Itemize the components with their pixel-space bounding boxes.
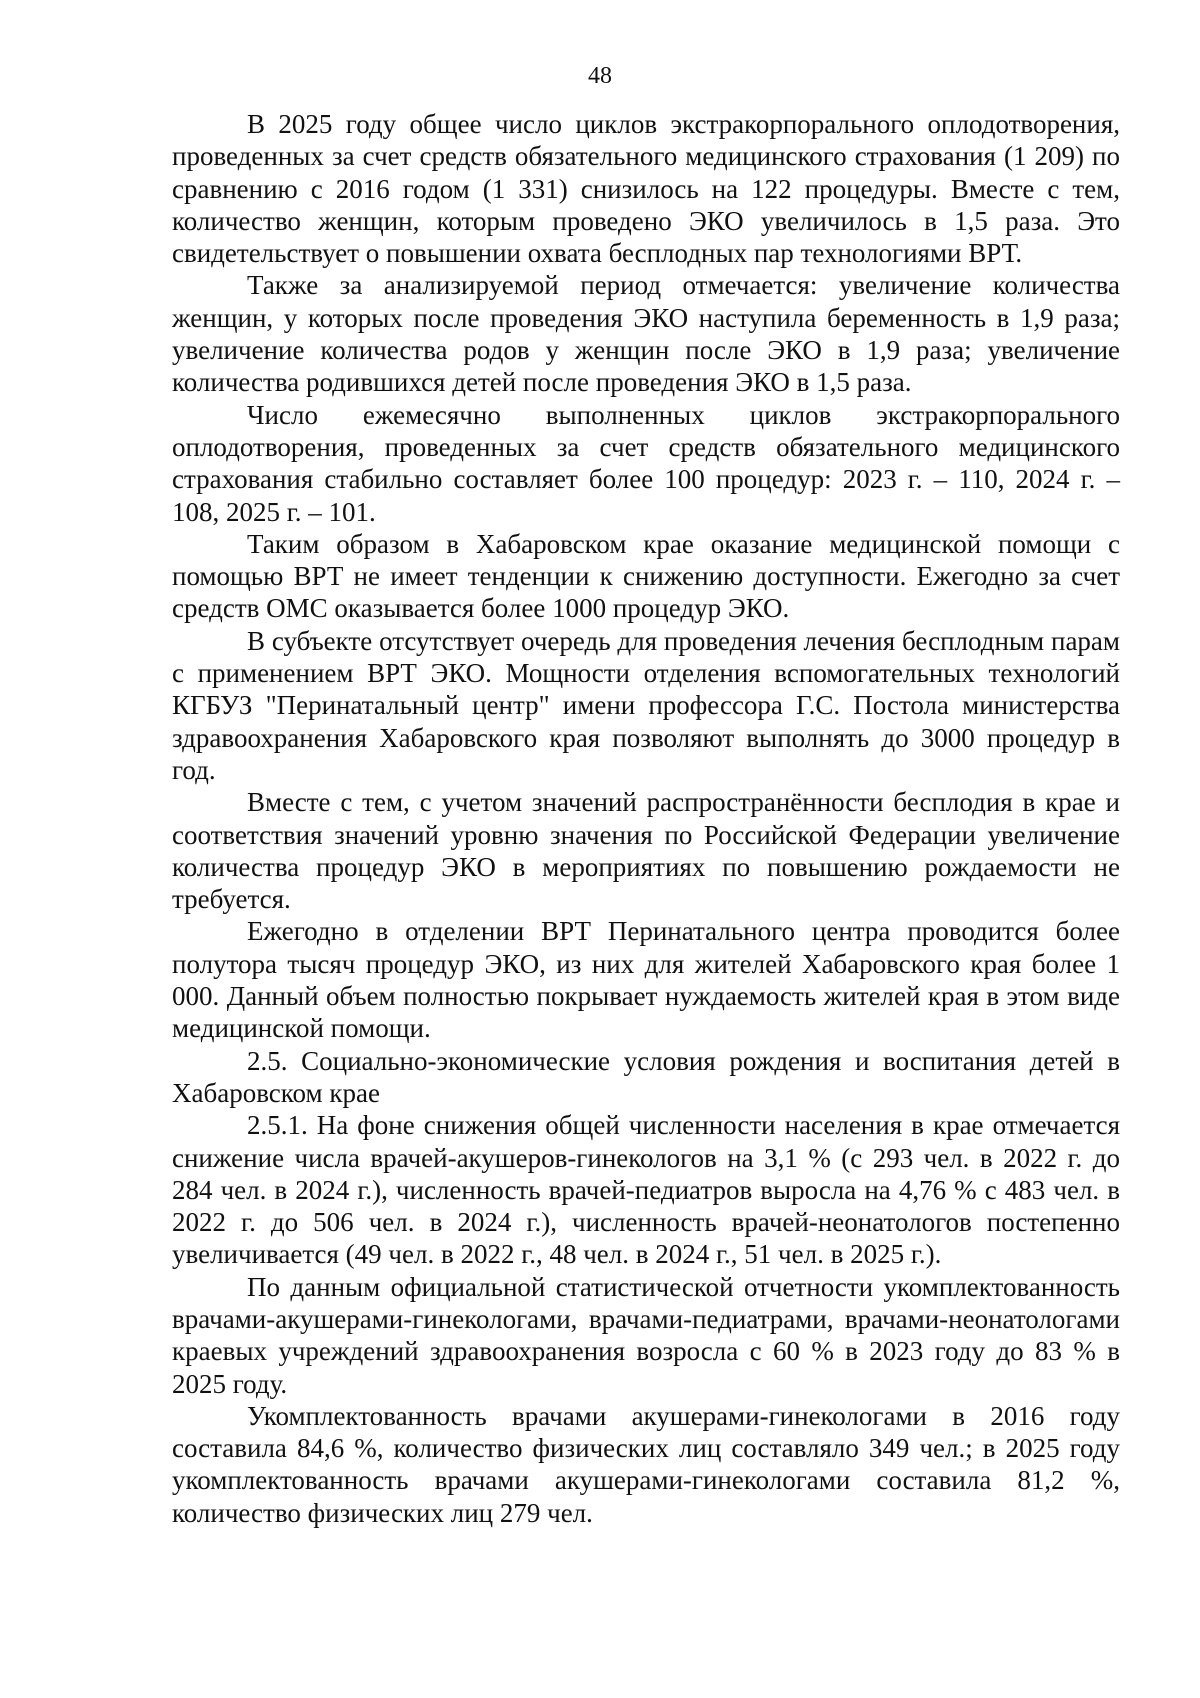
- paragraph-eco-cycles: В 2025 году общее число циклов экстракорпорального оплодотворения, проведенных за счет средств обязательного медицинского страхования (1 209) по сравнению с 2016 годом (1 331) снизилось на 122 процедуры. Вместе с тем, количество женщин, которым проведено ЭКО увеличилось в 1,5 раза. Это свидетельствует о повышении охвата бесплодных пар технологиями ВРТ.: [172, 109, 1120, 269]
- paragraph-pregnancy-increase: Также за анализируемой период отмечается: увеличение количества женщин, у которых после проведения ЭКО наступила беременность в 1,9 раза; увеличение количества родов у женщин после ЭКО в 1,9 раза; увеличение количества родившихся детей после проведения ЭКО в 1,5 раза.: [172, 270, 1120, 398]
- paragraph-perinatal-center: Ежегодно в отделении ВРТ Перинатального центра проводится более полутора тысяч процедур ЭКО, из них для жителей Хабаровского края более 1 000. Данный объем полностью покрывает нуждаемость жителей края в этом виде медицинской помощи.: [172, 916, 1120, 1044]
- document-body: [172, 108, 1120, 1529]
- paragraph-staffing-statistics: По данным официальной статистической отчетности укомплектованность врачами-акушерами-гинекологами, врачами-педиатрами, врачами-неонатологами краевых учреждений здравоохранения возросла с 60 % в 2023 году до 83 % в 2025 году.: [172, 1271, 1120, 1399]
- page-number: 48: [588, 63, 612, 89]
- paragraph-monthly-cycles: Число ежемесячно выполненных циклов экстракорпорального оплодотворения, проведенных за счет средств обязательного медицинского страхования стабильно составляет более 100 процедур: 2023 г. – 110, 2024 г. – 108, 2025 г. – 101.: [172, 399, 1120, 527]
- paragraph-section-2-5-1: 2.5.1. На фоне снижения общей численности населения в крае отмечается снижение числа врачей-акушеров-гинекологов на 3,1 % (с 293 чел. в 2022 г. до 284 чел. в 2024 г.), численность врачей-педиатров выросла на 4,76 % с 483 чел. в 2022 г. до 506 чел. в 2024 г.), численность врачей-неонатологов постепенно увеличивается (49 чел. в 2022 г., 48 чел. в 2024 г., 51 чел. в 2025 г.).: [172, 1110, 1120, 1270]
- paragraph-availability: Таким образом в Хабаровском крае оказание медицинской помощи с помощью ВРТ не имеет тенденции к снижению доступности. Ежегодно за счет средств ОМС оказывается более 1000 процедур ЭКО.: [172, 528, 1120, 624]
- paragraph-obgyn-staffing: Укомплектованность врачами акушерами-гинекологами в 2016 году составила 84,6 %, количество физических лиц составляло 349 чел.; в 2025 году укомплектованность врачами акушерами-гинекологами составила 81,2 %, количество физических лиц 279 чел.: [172, 1400, 1120, 1528]
- section-heading-2-5: 2.5. Социально-экономические условия рождения и воспитания детей в Хабаровском крае: [172, 1045, 1120, 1108]
- paragraph-no-queue: В субъекте отсутствует очередь для проведения лечения бесплодным парам с применением ВРТ ЭКО. Мощности отделения вспомогательных технологий КГБУЗ "Перинатальный центр" имени профессора Г.С. Постола министерства здравоохранения Хабаровского края позволяют выполнять до 3000 процедур в год.: [172, 625, 1120, 785]
- paragraph-infertility-prevalence: Вместе с тем, с учетом значений распространённости бесплодия в крае и соответствия значений уровню значения по Российской Федерации увеличение количества процедур ЭКО в мероприятиях по повышению рождаемости не требуется.: [172, 787, 1120, 915]
